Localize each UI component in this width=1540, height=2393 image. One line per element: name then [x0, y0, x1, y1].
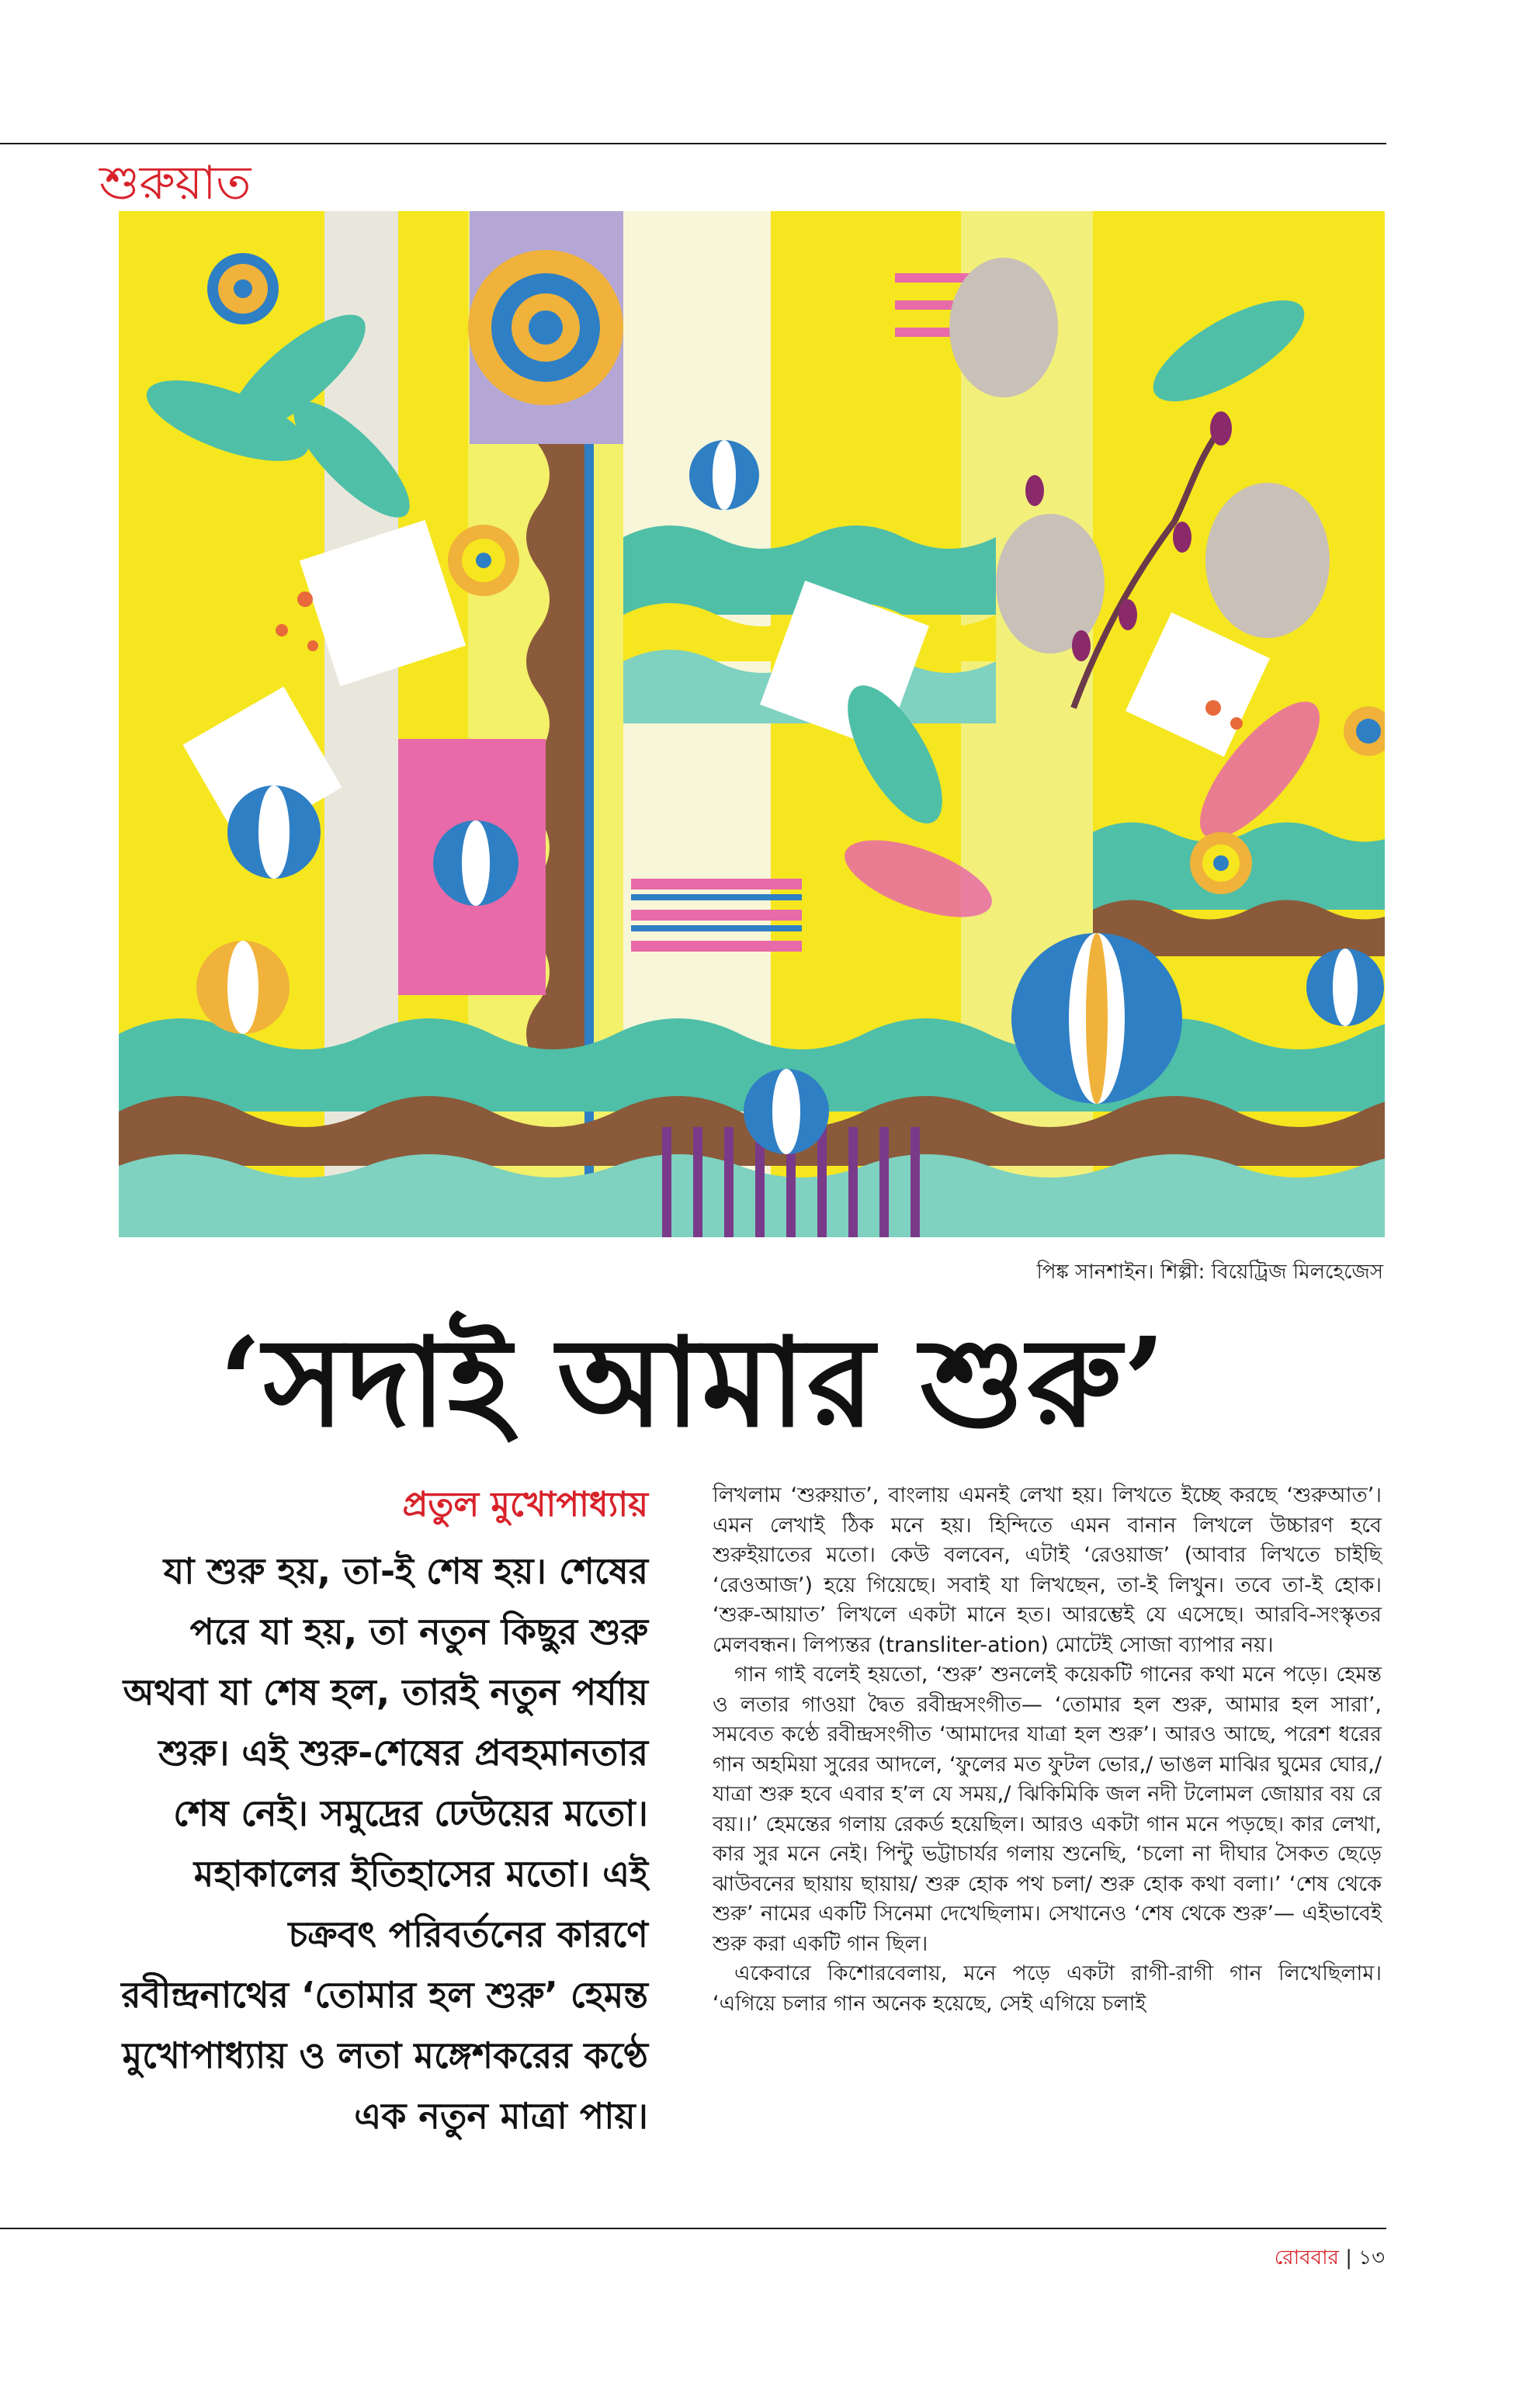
- top-rule: [0, 143, 1386, 144]
- footer-brand: রোববার: [1274, 2246, 1339, 2270]
- body-paragraph-1: লিখলাম ‘শুরুয়াত’, বাংলায় এমনই লেখা হয়। লিখতে ইচ্ছে করছে ‘শুরুআত’। এমন লেখাই ঠিক মনে হয়। হিন্দিতে এমন বানান লিখলে উচ্চারণ হবে শুরুইয়াতের মতো। কেউ বলবেন, এটাই ‘রেওয়াজ’ (আবার লিখতে চাইছি ‘রেওআজ’) হয়ে গিয়েছে। সবাই যা লিখছেন, তা-ই লিখুন। তবে তা-ই হোক। ‘শুরু-আয়াত’ লিখলে একটা মানে হত। আরম্ভেই যে এসেছে। আরবি-সংস্কৃতর মেলবন্ধন। লিপ্যন্তর (transliter-ation) মোটেই সোজা ব্যাপার নয়।: [713, 1483, 1382, 1657]
- page-number: ১৩: [1358, 2246, 1385, 2270]
- bottom-rule: [0, 2228, 1386, 2229]
- page-footer: [1275, 2242, 1385, 2276]
- artwork-pink-sunshine: [119, 211, 1385, 1237]
- headline: ‘সদাই আমার শুরু’: [219, 1311, 1167, 1455]
- body-paragraph-3: একেবারে কিশোরবেলায়, মনে পড়ে একটা রাগী-রাগী গান লিখেছিলাম। ‘এগিয়ে চলার গান অনেক হয়েছে, সেই এগিয়ে চলাই: [713, 1961, 1382, 2016]
- author-name: প্রতুল মুখোপাধ্যায়: [402, 1485, 648, 1524]
- section-label: শুরুয়াত: [99, 156, 251, 210]
- body-paragraph-2: গান গাই বলেই হয়তো, ‘শুরু’ শুনলেই কয়েকটি গানের কথা মনে পড়ে। হেমন্ত ও লতার গাওয়া দ্বৈত রবীন্দ্রসংগীত— ‘তোমার হল শুরু, আমার হল সারা’, সমবেত কণ্ঠে রবীন্দ্রসংগীত ‘আমাদের যাত্রা হল শুরু’। আরও আছে, পরেশ ধরের গান অহমিয়া সুরের আদলে, ‘ফুলের মত ফুটল ভোর,/ ভাঙল মাঝির ঘুমের ঘোর,/ যাত্রা শুরু হবে এবার হ’ল যে সময়,/ ঝিকিমিকি জল নদী টলোমল জোয়ার বয় রে বয়।।’ হেমন্তের গলায় রেকর্ড হয়েছিল। আরও একটা গান মনে পড়ছে। কার লেখা, কার সুর মনে নেই। পিন্টু ভট্টাচার্যর গলায় শুনেছি, ‘চলো না দীঘার সৈকত ছেড়ে ঝাউবনের ছায়ায় ছায়ায়/ শুরু হোক পথ চলা/ শুরু হোক কথা বলা।’ ‘শেষ থেকে শুরু’ নামের একটি সিনেমা দেখেছিলাম। সেখানেও ‘শেষ থেকে শুরু’— এইভাবেই শুরু করা একটি গান ছিল।: [713, 1663, 1382, 1956]
- footer-separator: |: [1345, 2246, 1359, 2270]
- intro-text: যা শুরু হয়, তা-ই শেষ হয়। শেষের পরে যা হয়, তা নতুন কিছুর শুরু অথবা যা শেষ হল, তারই নতুন পর্যায় শুরু। এই শুরু-শেষের প্রবহমানতার শেষ নেই। সমুদ্রের ঢেউয়ের মতো। মহাকালের ইতিহাসের মতো। এই চক্রবৎ পরিবর্তনের কারণে রবীন্দ্রনাথের ‘তোমার হল শুরু’ হেমন্ত মুখোপাধ্যায় ও লতা মঙ্গেশকরের কণ্ঠে এক নতুন মাত্রা পায়।: [121, 1550, 648, 2137]
- artwork-caption: পিঙ্ক সানশাইন। শিল্পী: বিয়েট্রিজ মিলহেজেস: [1036, 1261, 1383, 1284]
- article-body: [713, 1481, 1382, 2019]
